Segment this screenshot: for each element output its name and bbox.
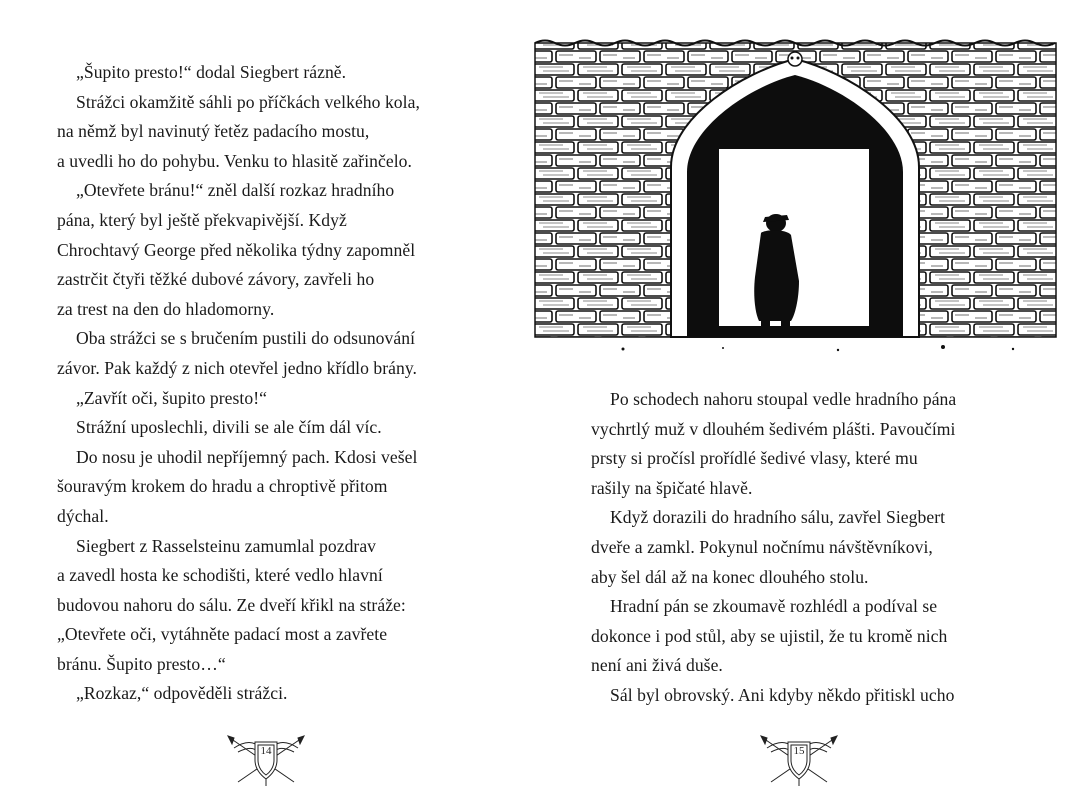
text-line: za trest na den do hladomorny.: [57, 298, 275, 319]
right-page-text: [591, 385, 956, 711]
text-line: bránu. Šupito presto…“: [57, 653, 226, 674]
text-line: na němž byl navinutý řetěz padacího mostu,: [57, 121, 370, 142]
text-line: Po schodech nahoru stoupal vedle hradního pána: [610, 389, 957, 409]
text-line: Do nosu je uhodil nepříjemný pach. Kdosi vešel: [76, 446, 418, 467]
text-line: Hradní pán se zkoumavě rozhlédl a podíval se: [610, 596, 938, 617]
text-line: vychrtlý muž v dlouhém šedivém plášti. Pavoučími: [591, 418, 956, 439]
text-line: závor. Pak každý z nich otevřel jedno křídlo brány.: [57, 357, 418, 378]
text-line: a uvedli ho do pohybu. Venku to hlasitě zařinčelo.: [57, 150, 412, 171]
text-line: zastrčit čtyři těžké dubové závory, zavřeli ho: [57, 269, 375, 290]
text-line: dokonce i pod stůl, aby se ujistil, že tu kromě nich: [591, 625, 948, 646]
gate-illustration: [533, 37, 1058, 355]
crossed-swords-shield-icon: [757, 730, 841, 790]
text-line: Siegbert z Rasselsteinu zamumlal pozdrav: [76, 535, 377, 556]
text-line: není ani živá duše.: [591, 655, 723, 676]
text-line: „Otevřete oči, vytáhněte padací most a zavřete: [57, 624, 388, 645]
text-line: prsty si pročísl prořídlé šedivé vlasy, které mu: [591, 448, 918, 469]
text-line: dveře a zamkl. Pokynul nočnímu návštěvníkovi,: [591, 536, 933, 557]
text-line: rašily na špičaté hlavě.: [591, 477, 753, 498]
text-line: budovou nahoru do sálu. Ze dveří křikl na stráže:: [57, 594, 406, 615]
text-line: pána, který byl ještě překvapivější. Když: [57, 209, 347, 230]
text-line: „Zavřít oči, šupito presto!“: [76, 387, 267, 408]
left-page: [0, 0, 533, 800]
text-line: šouravým krokem do hradu a chroptivě přitom: [57, 476, 388, 497]
crossed-swords-shield-icon: [224, 730, 308, 790]
page-number: 14: [260, 745, 272, 757]
left-page-text: [57, 58, 420, 709]
text-line: Když dorazili do hradního sálu, zavřel Siegbert: [610, 507, 946, 528]
text-line: Sál byl obrovský. Ani kdyby někdo přitiskl ucho: [610, 684, 955, 705]
page-folio-left: [224, 730, 308, 790]
page-folio-right: [757, 730, 841, 790]
text-line: a zavedl hosta ke schodišti, které vedlo hlavní: [57, 565, 383, 586]
text-line: Oba strážci se s bručením pustili do odsunování: [76, 328, 416, 349]
right-page: [533, 0, 1067, 800]
text-line: Strážní uposlechli, divili se ale čím dál víc.: [76, 417, 382, 438]
page-number: 15: [793, 745, 805, 757]
text-line: Chrochtavý George před několika týdny zapomněl: [57, 239, 416, 260]
text-line: dýchal.: [57, 505, 109, 526]
text-line: „Rozkaz,“ odpověděli strážci.: [76, 683, 288, 704]
text-line: aby šel dál až na konec dlouhého stolu.: [591, 566, 869, 587]
text-line: „Šupito presto!“ dodal Siegbert rázně.: [76, 62, 347, 82]
text-line: „Otevřete bránu!“ zněl další rozkaz hradního: [76, 180, 395, 201]
text-line: Strážci okamžitě sáhli po příčkách velkého kola,: [76, 91, 420, 112]
